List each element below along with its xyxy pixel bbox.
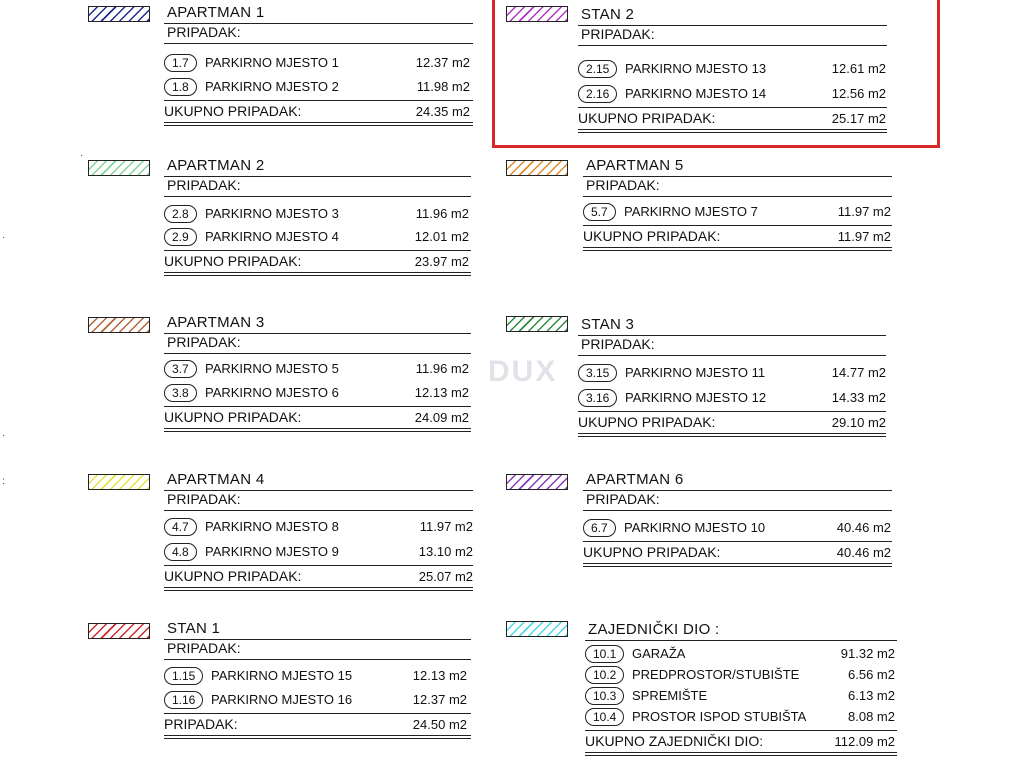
total-double-underline <box>583 247 892 248</box>
room-number-badge: 1.8 <box>164 78 197 96</box>
room-number-badge: 3.8 <box>164 384 197 402</box>
total-separator <box>578 107 887 108</box>
block-title: STAN 2 <box>581 6 635 23</box>
block-title: APARTMAN 2 <box>167 157 265 174</box>
area-row <box>0 687 1024 707</box>
legend-block-apartman-6 <box>0 471 1024 621</box>
row-label: PARKIRNO MJESTO 12 <box>625 390 767 405</box>
area-row <box>0 85 1024 105</box>
area-row <box>0 389 1024 409</box>
area-row <box>0 708 1024 728</box>
block-title: APARTMAN 4 <box>167 471 265 488</box>
row-area: 11.96 m2 <box>415 206 469 221</box>
row-area: 12.01 m2 <box>414 229 469 244</box>
total-label: UKUPNO PRIPADAK: <box>583 228 721 244</box>
row-label: PARKIRNO MJESTO 1 <box>205 55 339 70</box>
total-area: 24.35 m2 <box>415 104 470 119</box>
row-label: PROSTOR ISPOD STUBIŠTA <box>632 709 807 724</box>
row-label: SPREMIŠTE <box>632 688 708 703</box>
row-label: PARKIRNO MJESTO 4 <box>205 229 339 244</box>
margin-mark: · <box>2 430 6 441</box>
row-label: PARKIRNO MJESTO 16 <box>211 692 353 707</box>
room-number-badge: 4.8 <box>164 543 197 561</box>
total-double-underline <box>578 129 887 130</box>
area-row <box>0 519 1024 539</box>
row-area: 12.61 m2 <box>831 61 886 76</box>
total-label: UKUPNO PRIPADAK: <box>578 414 716 430</box>
total-area: 25.07 m2 <box>418 569 473 584</box>
total-area: 40.46 m2 <box>836 545 891 560</box>
row-label: GARAŽA <box>632 646 686 661</box>
room-number-badge: 10.4 <box>585 708 624 726</box>
room-number-badge: 5.7 <box>583 203 616 221</box>
room-number-badge: 10.1 <box>585 645 624 663</box>
total-label: UKUPNO PRIPADAK: <box>578 110 716 126</box>
total-label: UKUPNO PRIPADAK: <box>164 568 302 584</box>
row-area: 11.98 m2 <box>416 79 470 94</box>
area-row <box>0 60 1024 80</box>
block-title: STAN 3 <box>581 316 635 333</box>
total-area: 24.09 m2 <box>414 410 469 425</box>
room-number-badge: 2.9 <box>164 228 197 246</box>
row-label: PARKIRNO MJESTO 10 <box>624 520 766 535</box>
hatch-swatch <box>506 621 568 637</box>
total-label: UKUPNO PRIPADAK: <box>164 253 302 269</box>
legend-block-zajedni-ki-dio <box>0 621 1024 771</box>
margin-mark: : <box>2 476 5 487</box>
row-label: PARKIRNO MJESTO 9 <box>205 544 339 559</box>
total-area: 112.09 m2 <box>834 734 895 749</box>
row-area: 6.56 m2 <box>848 667 895 682</box>
pripadak-label: PRIPADAK: <box>581 26 655 42</box>
block-title: STAN 1 <box>167 620 221 637</box>
row-area: 12.56 m2 <box>831 86 886 101</box>
room-number-badge: 2.15 <box>578 60 617 78</box>
row-area: 14.77 m2 <box>831 365 886 380</box>
pripadak-label: PRIPADAK: <box>167 24 241 40</box>
total-area: 25.17 m2 <box>831 111 886 126</box>
total-label: PRIPADAK: <box>164 716 238 732</box>
row-area: 12.37 m2 <box>415 55 470 70</box>
room-number-badge: 6.7 <box>583 519 616 537</box>
room-number-badge: 1.16 <box>164 691 203 709</box>
block-title: APARTMAN 3 <box>167 314 265 331</box>
row-area: 11.96 m2 <box>415 361 469 376</box>
margin-mark: · <box>2 232 6 243</box>
room-number-badge: 4.7 <box>164 518 197 536</box>
hatch-swatch <box>506 474 568 490</box>
total-area: 11.97 m2 <box>837 229 891 244</box>
total-double-underline <box>583 563 892 564</box>
row-area: 14.33 m2 <box>831 390 886 405</box>
room-number-badge: 10.3 <box>585 687 624 705</box>
legend-block-stan-3 <box>0 316 1024 466</box>
hatch-swatch <box>506 160 568 176</box>
total-label: UKUPNO ZAJEDNIČKI DIO: <box>585 733 764 749</box>
total-area: 24.50 m2 <box>412 717 467 732</box>
title-underline <box>585 640 897 641</box>
row-label: PARKIRNO MJESTO 13 <box>625 61 767 76</box>
row-label: PREDPROSTOR/STUBIŠTE <box>632 667 800 682</box>
pripadak-underline <box>583 196 892 197</box>
watermark-logo: DUX <box>488 355 558 388</box>
row-label: PARKIRNO MJESTO 5 <box>205 361 339 376</box>
room-number-badge: 1.15 <box>164 667 203 685</box>
pripadak-label: PRIPADAK: <box>581 336 655 352</box>
pripadak-label: PRIPADAK: <box>586 491 660 507</box>
total-separator <box>583 541 892 542</box>
row-label: PARKIRNO MJESTO 14 <box>625 86 767 101</box>
room-number-badge: 3.15 <box>578 364 617 382</box>
total-area: 23.97 m2 <box>414 254 469 269</box>
row-area: 12.37 m2 <box>412 692 467 707</box>
pripadak-underline <box>583 510 892 511</box>
pripadak-label: PRIPADAK: <box>586 177 660 193</box>
pripadak-label: PRIPADAK: <box>167 640 241 656</box>
total-label: UKUPNO PRIPADAK: <box>164 103 302 119</box>
total-area: 29.10 m2 <box>831 415 886 430</box>
room-number-badge: 2.8 <box>164 205 197 223</box>
hatch-swatch <box>506 6 568 22</box>
total-double-underline <box>578 433 886 434</box>
total-label: UKUPNO PRIPADAK: <box>583 544 721 560</box>
total-label: UKUPNO PRIPADAK: <box>164 409 302 425</box>
row-label: PARKIRNO MJESTO 2 <box>205 79 339 94</box>
row-area: 8.08 m2 <box>848 709 895 724</box>
block-title: APARTMAN 5 <box>586 157 684 174</box>
row-label: PARKIRNO MJESTO 8 <box>205 519 339 534</box>
row-area: 40.46 m2 <box>836 520 891 535</box>
pripadak-label: PRIPADAK: <box>167 177 241 193</box>
area-row <box>0 364 1024 384</box>
row-area: 12.13 m2 <box>412 668 467 683</box>
row-area: 11.97 m2 <box>419 519 473 534</box>
pripadak-label: PRIPADAK: <box>167 491 241 507</box>
row-area: 6.13 m2 <box>848 688 895 703</box>
row-area: 11.97 m2 <box>837 204 891 219</box>
pripadak-underline <box>578 45 887 46</box>
room-number-badge: 2.16 <box>578 85 617 103</box>
room-number-badge: 3.7 <box>164 360 197 378</box>
legend-block-apartman-5 <box>0 157 1024 307</box>
area-row <box>0 645 1024 665</box>
block-title: APARTMAN 6 <box>586 471 684 488</box>
total-separator <box>585 730 897 731</box>
row-label: PARKIRNO MJESTO 15 <box>211 668 353 683</box>
total-separator <box>578 411 886 412</box>
row-label: PARKIRNO MJESTO 3 <box>205 206 339 221</box>
row-label: PARKIRNO MJESTO 6 <box>205 385 339 400</box>
row-area: 12.13 m2 <box>414 385 469 400</box>
row-area: 91.32 m2 <box>840 646 895 661</box>
legend-block-stan-2 <box>0 6 1024 156</box>
area-row <box>0 203 1024 223</box>
row-label: PARKIRNO MJESTO 7 <box>624 204 758 219</box>
area-row <box>0 666 1024 686</box>
block-title: ZAJEDNIČKI DIO : <box>588 621 720 638</box>
hatch-swatch <box>506 316 568 332</box>
total-separator <box>583 225 892 226</box>
row-area: 13.10 m2 <box>418 544 473 559</box>
block-title: APARTMAN 1 <box>167 4 265 21</box>
total-double-underline <box>585 752 897 753</box>
room-number-badge: 10.2 <box>585 666 624 684</box>
pripadak-underline <box>578 355 886 356</box>
room-number-badge: 1.7 <box>164 54 197 72</box>
pripadak-label: PRIPADAK: <box>167 334 241 350</box>
row-label: PARKIRNO MJESTO 11 <box>625 365 766 380</box>
margin-mark: · <box>80 150 84 161</box>
room-number-badge: 3.16 <box>578 389 617 407</box>
